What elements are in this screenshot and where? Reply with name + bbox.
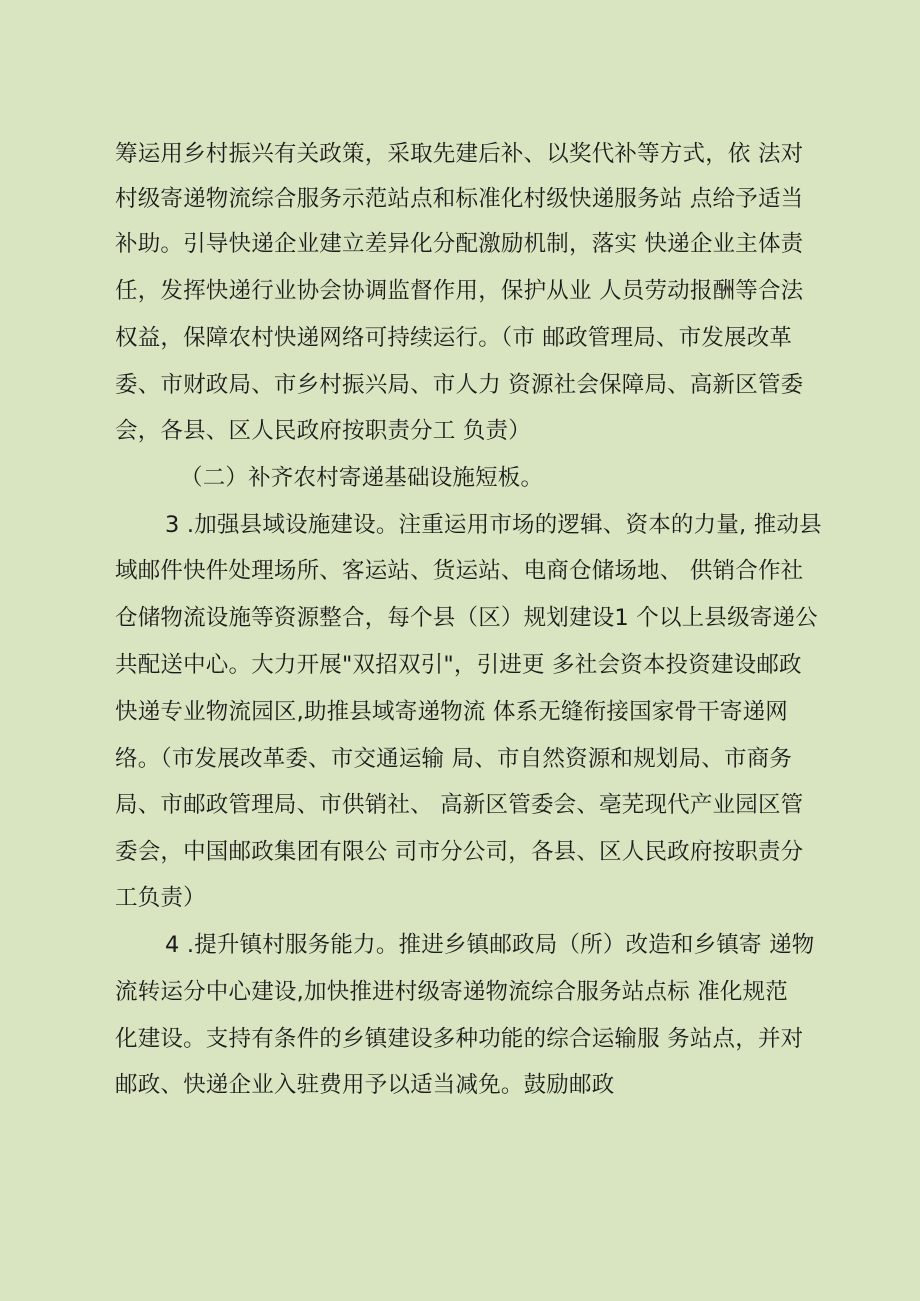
text-line: 任，发挥快递行业协会协调监督作用，保护从业 人员劳动报酬等合法	[115, 278, 804, 304]
text-line: 会，各县、区人民政府按职责分工 负责）	[115, 418, 531, 444]
text-line: 补助。引导快递企业建立差异化分配激励机制，落实 快递企业主体责	[115, 231, 804, 257]
text-line: 委会，中国邮政集团有限公 司市分公司，各县、区人民政府按职责分	[115, 839, 804, 865]
text-line: 域邮件快件处理场所、客运站、货运站、电商仓储场地、 供销合作社	[115, 558, 804, 584]
text-line: 共配送中心。大力开展"双招双引"，引进更 多社会资本投资建设邮政	[115, 652, 802, 678]
text-line: 络。（市发展改革委、市交通运输 局、市自然资源和规划局、市商务	[115, 746, 793, 772]
text-line: 村级寄递物流综合服务示范站点和标准化村级快递服务站 点给予适当	[115, 186, 804, 212]
paragraph-start-line: 4 .提升镇村服务能力。推进乡镇邮政局（所）改造和乡镇寄 递物	[165, 932, 815, 958]
text-line: 委、市财政局、市乡村振兴局、市人力 资源社会保障局、高新区管委	[115, 372, 804, 398]
text-line: 流转运分中心建设,加快推进村级寄递物流综合服务站点标 准化规范	[115, 979, 789, 1005]
text-line: 权益，保障农村快递网络可持续运行。（市 邮政管理局、市发展改革	[115, 325, 793, 351]
text-line: 筹运用乡村振兴有关政策，采取先建后补、以奖代补等方式，依 法对	[115, 141, 804, 167]
section-heading: （二）补齐农村寄递基础设施短板。	[180, 465, 544, 491]
text-line: 化建设。支持有条件的乡镇建设多种功能的综合运输服 务站点，并对	[115, 1026, 804, 1052]
paragraph-start-line: 3 .加强县域设施建设。注重运用市场的逻辑、资本的力量, 推动县	[165, 512, 822, 538]
text-line: 快递专业物流园区,助推县域寄递物流 体系无缝衔接国家骨干寄递网	[115, 699, 789, 725]
text-line: 仓储物流设施等资源整合，每个县（区）规划建设1 个以上县级寄递公	[115, 605, 818, 631]
text-line: 工负责）	[115, 885, 206, 911]
text-line: 邮政、快递企业入驻费用予以适当减免。鼓励邮政	[115, 1072, 615, 1098]
text-line: 局、市邮政管理局、市供销社、 高新区管委会、亳芜现代产业园区管	[115, 792, 804, 818]
